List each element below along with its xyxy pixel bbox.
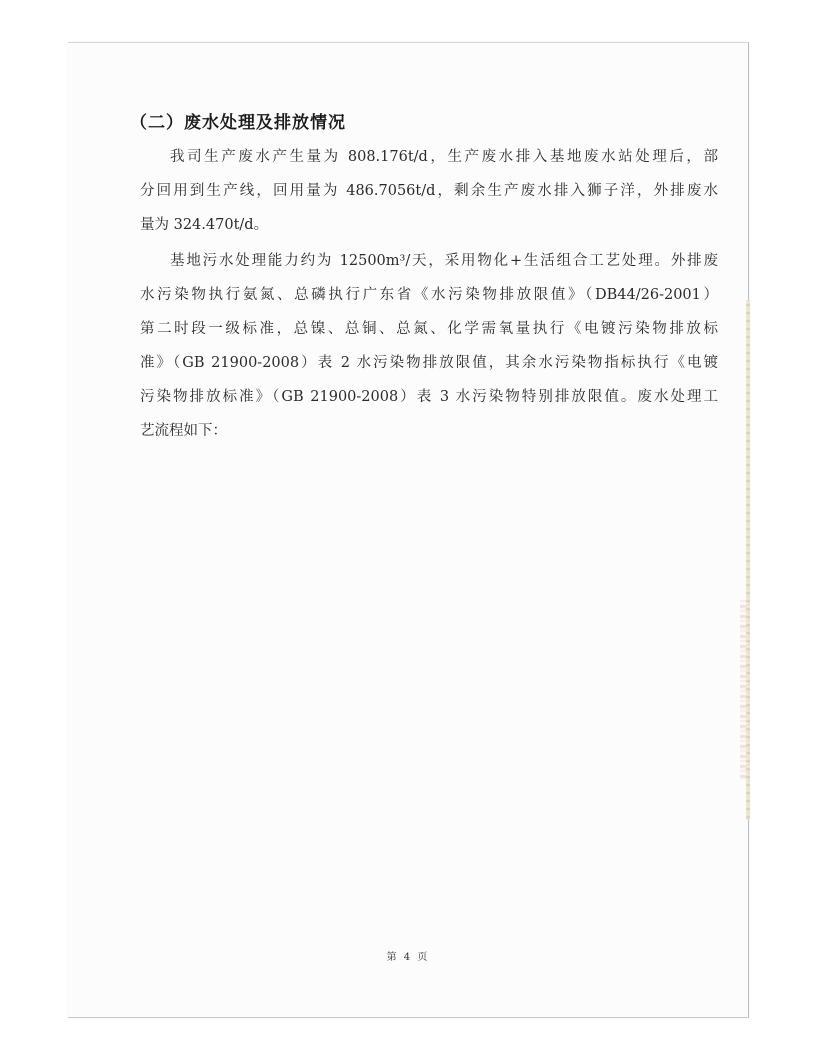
paragraph-line: 污染物排放标准》（GB 21900-2008）表 3 水污染物特别排放限值。废水处理工: [140, 389, 718, 405]
section-heading: （二）废水处理及排放情况: [130, 113, 346, 133]
paragraph-treatment-standards: [140, 244, 718, 448]
paragraph-line: 分回用到生产线，回用量为 486.7056t/d，剩余生产废水排入狮子洋，外排废水: [140, 183, 718, 199]
paragraph-line: 量为 324.470t/d。: [140, 217, 269, 233]
paragraph-line: 艺流程如下：: [140, 423, 227, 439]
paragraph-line: 准》（GB 21900-2008）表 2 水污染物排放限值，其余水污染物指标执行《电镀: [140, 355, 718, 371]
paragraph-wastewater-volume: [140, 140, 718, 242]
page-edge-stack: [746, 300, 750, 820]
page-edge-stamp-bleed: [740, 600, 746, 780]
page-number: 第 4 页: [386, 952, 430, 963]
paragraph-line: 我司生产废水产生量为 808.176t/d，生产废水排入基地废水站处理后，部: [170, 149, 718, 165]
paragraph-line: 水污染物执行氨氮、总磷执行广东省《水污染物排放限值》（DB44/26-2001）: [140, 287, 718, 303]
paragraph-line: 基地污水处理能力约为 12500m³/天，采用物化+生活组合工艺处理。外排废: [170, 253, 718, 269]
paragraph-line: 第二时段一级标准，总镍、总铜、总氮、化学需氧量执行《电镀污染物排放标: [140, 321, 718, 337]
